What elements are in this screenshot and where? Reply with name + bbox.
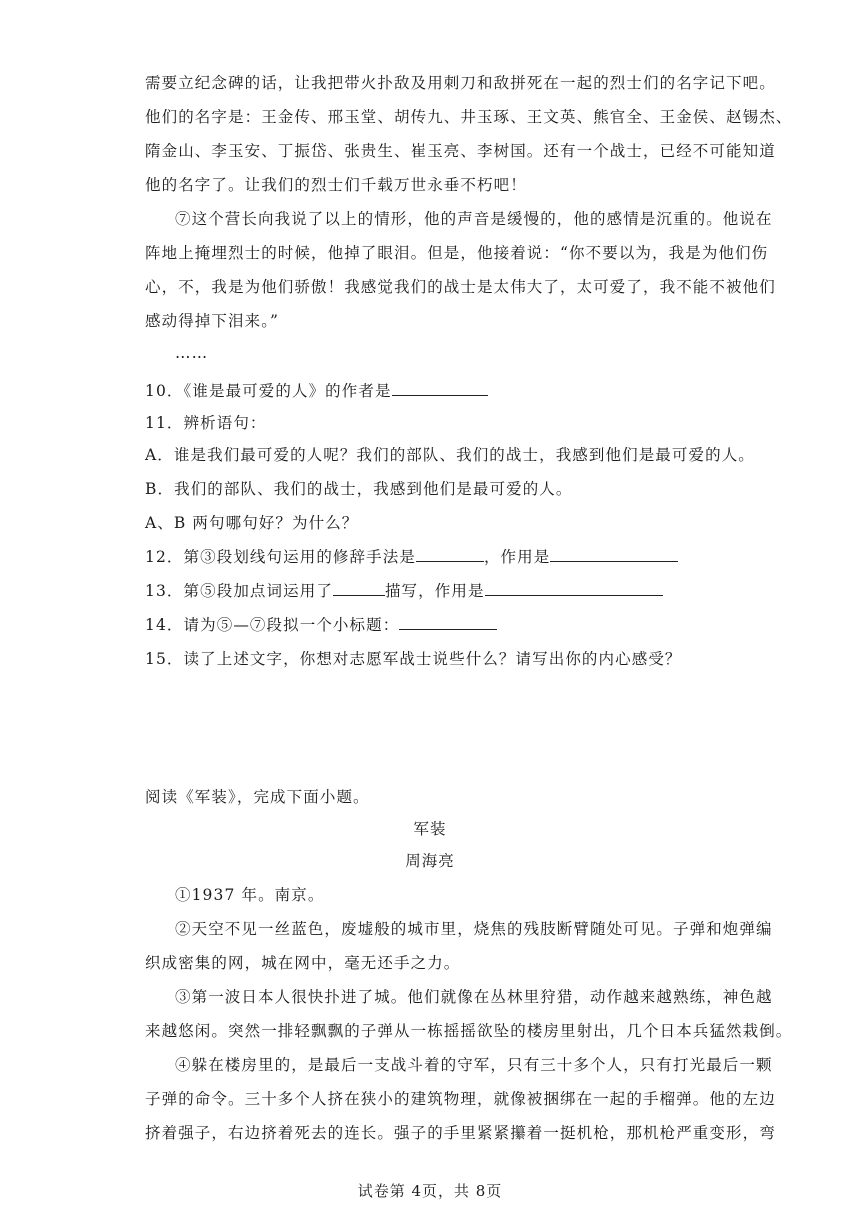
passage-title: 军装	[413, 820, 447, 838]
answer-blank[interactable]	[333, 581, 385, 596]
passage-line: 需要立纪念碑的话，让我把带火扑敌及用刺刀和敌拼死在一起的烈士们的名字记下吧。	[145, 74, 776, 92]
paragraph-7-line: 感动得掉下泪来。”	[145, 312, 280, 330]
question-10	[145, 381, 725, 401]
answer-blank[interactable]	[392, 381, 488, 396]
passage-line: 隋金山、李玉安、丁振岱、张贵生、崔玉亮、李树国。还有一个战士，已经不可能知道	[145, 142, 776, 160]
question-12	[145, 547, 725, 567]
passage-line: 他的名字了。让我们的烈士们千载万世永垂不朽吧！	[145, 176, 527, 194]
question-13	[145, 581, 725, 601]
question-14-text: 14．请为⑤—⑦段拟一个小标题：	[145, 616, 400, 634]
paragraph-4-line: 子弹的命令。三十多个人挤在狭小的建筑物理，就像被捆绑在一起的手榴弹。他的左边	[145, 1090, 776, 1108]
question-11-option-b: B．我们的部队、我们的战士，我感到他们是最可爱的人。	[145, 480, 573, 498]
answer-blank[interactable]	[485, 581, 663, 596]
paragraph-7-line: ⑦这个营长向我说了以上的情形，他的声音是缓慢的，他的感情是沉重的。他说在	[175, 210, 773, 228]
question-12-text-a: 12．第③段划线句运用的修辞手法是	[145, 548, 416, 566]
paragraph-3-line: ③第一波日本人很快扑进了城。他们就像在丛林里狩猎，动作越来越熟练，神色越	[175, 988, 773, 1006]
paragraph-2-line: ②天空不见一丝蓝色，废墟般的城市里，烧焦的残肢断臂随处可见。子弹和炮弹编	[175, 920, 773, 938]
ellipsis: ……	[175, 344, 209, 362]
question-15: 15．读了上述文字，你想对志愿军战士说些什么？请写出你的内心感受？	[145, 650, 682, 668]
passage-author: 周海亮	[405, 852, 455, 870]
answer-blank[interactable]	[416, 547, 484, 562]
passage-line: 他们的名字是：王金传、邢玉堂、胡传九、井玉琢、王文英、熊官全、王金侯、赵锡杰、	[145, 108, 793, 126]
paragraph-3-line: 来越悠闲。突然一排轻飘飘的子弹从一栋摇摇欲坠的楼房里射出，几个日本兵猛然栽倒。	[145, 1022, 793, 1040]
answer-blank[interactable]	[399, 615, 497, 630]
paragraph-2-line: 织成密集的网，城在网中，毫无还手之力。	[145, 954, 461, 972]
question-10-text: 10．《谁是最可爱的人》的作者是	[145, 382, 392, 400]
reading-intro: 阅读《军装》，完成下面小题。	[145, 788, 370, 806]
paragraph-4-line: ④躲在楼房里的，是最后一支战斗着的守军，只有三十多个人，只有打光最后一颗	[175, 1056, 773, 1074]
question-11-option-a: A．谁是我们最可爱的人呢？我们的部队、我们的战士，我感到他们是最可爱的人。	[145, 446, 755, 464]
question-11: 11．辨析语句：	[145, 414, 267, 432]
question-12-text-b: ，作用是	[483, 548, 551, 566]
paragraph-1: ①1937 年。南京。	[175, 886, 325, 904]
question-13-text-a: 13．第⑤段加点词运用了	[145, 582, 333, 600]
paragraph-7-line: 心，不，我是为他们骄傲！我感觉我们的战士是太伟大了，太可爱了，我不能不被他们	[145, 278, 776, 296]
page-footer: 试卷第 4页，共 8页	[357, 1182, 503, 1200]
question-14	[145, 615, 725, 635]
paragraph-7-line: 阵地上掩埋烈士的时候，他掉了眼泪。但是，他接着说：“你不要以为，我是为他们伤	[145, 244, 769, 262]
answer-blank[interactable]	[550, 547, 678, 562]
question-11-prompt: A、B 两句哪句好？为什么？	[145, 514, 359, 532]
paragraph-4-line: 挤着强子，右边挤着死去的连长。强子的手里紧紧攥着一挺机枪，那机枪严重变形，弯	[145, 1124, 776, 1142]
question-13-text-b: 描写，作用是	[384, 582, 485, 600]
